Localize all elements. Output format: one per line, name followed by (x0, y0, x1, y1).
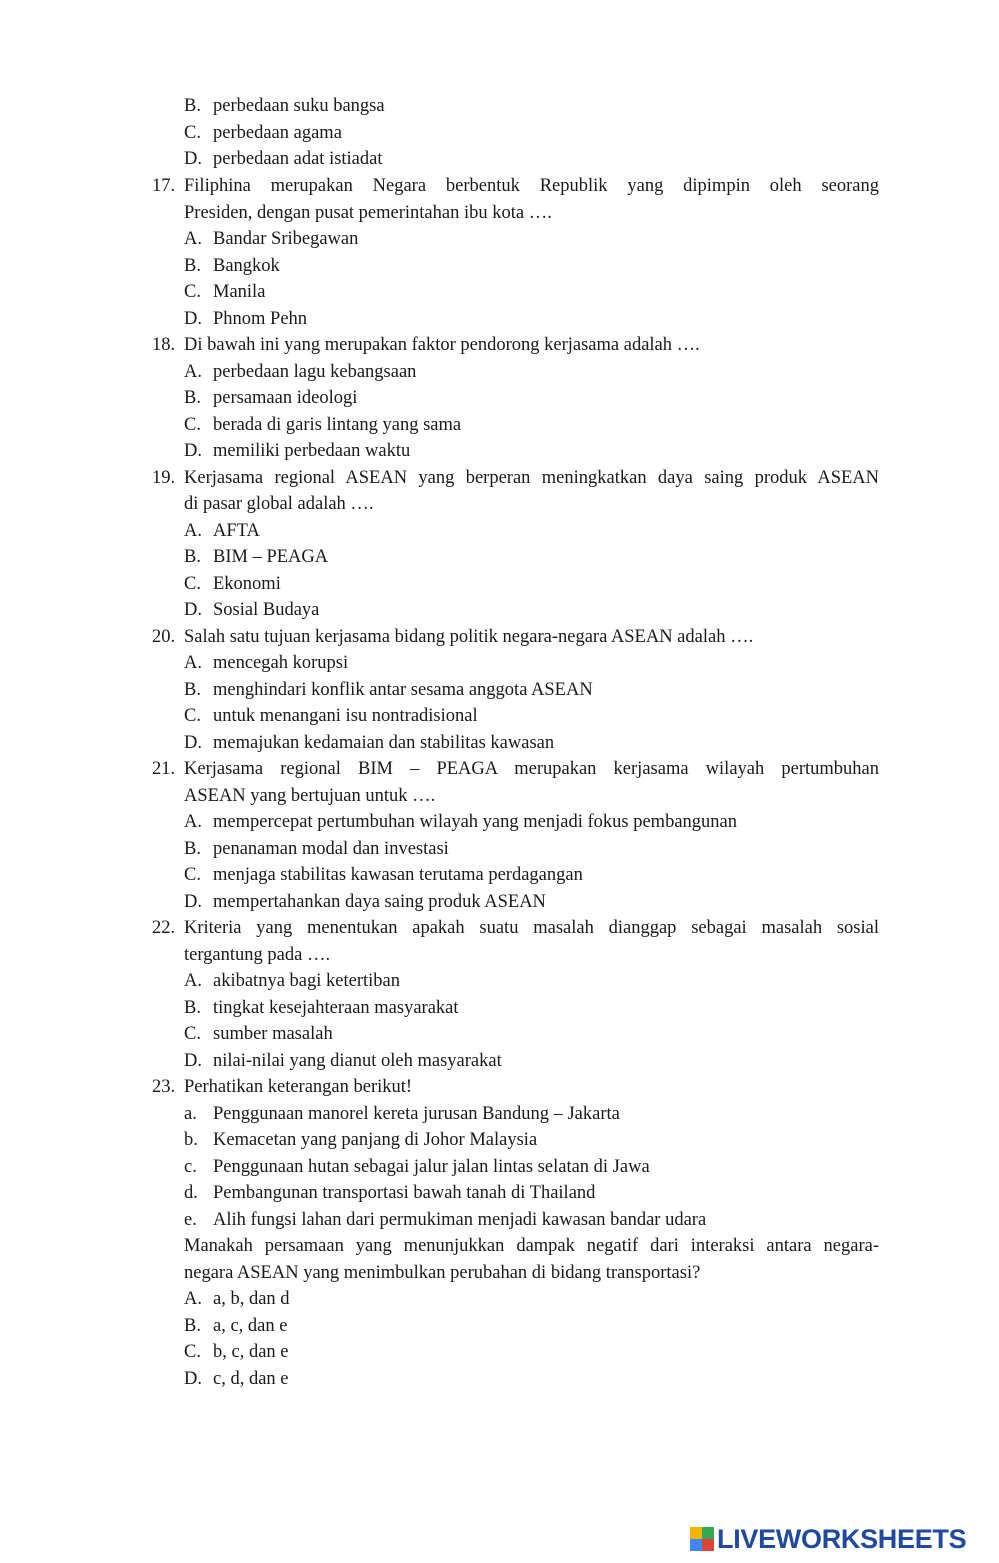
question-21-line-1 (0, 756, 999, 783)
option-label: A. (184, 520, 202, 541)
option-label: B. (184, 838, 201, 859)
option-text: b, c, dan e (213, 1342, 289, 1362)
question-text: ASEAN yang bertujuan untuk …. (184, 785, 436, 806)
option-label: C. (184, 122, 201, 143)
option-text: mempercepat pertumbuhan wilayah yang menjadi fokus pembangunan (213, 812, 737, 832)
statement-text: Kemacetan yang panjang di Johor Malaysia (213, 1130, 538, 1150)
option-text: memiliki perbedaan waktu (213, 441, 411, 461)
option-label: A. (184, 971, 202, 991)
option-label: B. (184, 679, 201, 700)
option-label: D. (184, 891, 202, 912)
statement-label: a. (184, 1103, 197, 1124)
statement-text: Alih fungsi lahan dari permukiman menjadi kawasan bandar udara (213, 1209, 707, 1230)
option-text: tingkat kesejahteraan masyarakat (213, 997, 459, 1018)
option-label: D. (184, 1368, 202, 1389)
option-text: a, b, dan d (213, 1289, 290, 1309)
option-text: persamaan ideologi (213, 388, 358, 408)
statement-label: d. (184, 1183, 198, 1203)
statement-text: Penggunaan hutan sebagai jalur jalan lintas selatan di Jawa (213, 1156, 650, 1177)
option-label: B. (184, 255, 201, 276)
option-text: perbedaan agama (213, 122, 342, 143)
logo-square-red (702, 1539, 714, 1551)
option-text: untuk menangani isu nontradisional (213, 706, 478, 726)
option-text: nilai-nilai yang dianut oleh masyarakat (213, 1050, 502, 1071)
option-label: B. (184, 388, 201, 408)
liveworksheets-watermark (690, 1522, 966, 1556)
option-text: Bangkok (213, 255, 280, 276)
question-number: 20. (152, 626, 176, 647)
option-text: perbedaan adat istiadat (213, 149, 383, 169)
statement-label: e. (184, 1209, 197, 1230)
statement-label: c. (184, 1156, 197, 1177)
question-17-line-1 (0, 173, 999, 200)
option-text: menghindari konflik antar sesama anggota ASEAN (213, 679, 593, 700)
option-text: mempertahankan daya saing produk ASEAN (213, 891, 546, 912)
option-text: akibatnya bagi ketertiban (213, 971, 400, 991)
option-label: A. (184, 812, 202, 832)
option-label: C. (184, 1342, 201, 1362)
option-label: D. (184, 732, 202, 753)
statement-label: b. (184, 1130, 198, 1150)
option-text: Phnom Pehn (213, 308, 308, 329)
question-text: Presiden, dengan pusat pemerintahan ibu kota …. (184, 202, 552, 223)
question-text: Perhatikan keterangan berikut! (184, 1077, 413, 1097)
question-number: 23. (152, 1077, 176, 1097)
question-text: Di bawah ini yang merupakan faktor pendorong kerjasama adalah …. (184, 335, 700, 355)
option-text: perbedaan suku bangsa (213, 96, 385, 116)
option-text: sumber masalah (213, 1024, 333, 1044)
option-text: Sosial Budaya (213, 600, 320, 620)
question-23-stem-line-1 (0, 1233, 999, 1260)
option-text: perbedaan lagu kebangsaan (213, 361, 417, 382)
option-label: A. (184, 1289, 202, 1309)
option-label: C. (184, 414, 201, 435)
question-text: di pasar global adalah …. (184, 494, 374, 514)
option-label: C. (184, 282, 201, 302)
option-text: BIM – PEAGA (213, 547, 329, 567)
option-label: D. (184, 149, 202, 169)
question-19-line-1 (0, 465, 999, 492)
option-label: D. (184, 600, 202, 620)
question-text: negara ASEAN yang menimbulkan perubahan di bidang transportasi? (184, 1262, 701, 1283)
option-text: c, d, dan e (213, 1368, 289, 1389)
question-number: 18. (152, 335, 176, 355)
liveworksheets-logo-icon (690, 1527, 714, 1551)
option-label: A. (184, 229, 202, 249)
option-text: a, c, dan e (213, 1315, 288, 1336)
question-number: 21. (152, 759, 176, 779)
option-text: Bandar Sribegawan (213, 229, 359, 249)
option-label: D. (184, 308, 202, 329)
question-22-line-1 (0, 915, 999, 942)
question-number: 22. (152, 918, 176, 938)
option-label: B. (184, 96, 201, 116)
option-label: B. (184, 547, 201, 567)
logo-square-yellow (690, 1527, 702, 1539)
logo-square-green (702, 1527, 714, 1539)
question-text: Kriteria yang menentukan apakah suatu masalah dianggap sebagai masalah sosial (184, 918, 879, 938)
option-label: B. (184, 997, 201, 1018)
option-label: B. (184, 1315, 201, 1336)
option-label: D. (184, 441, 202, 461)
option-text: memajukan kedamaian dan stabilitas kawasan (213, 732, 555, 753)
logo-square-blue (690, 1539, 702, 1551)
statement-text: Pembangunan transportasi bawah tanah di Thailand (213, 1183, 596, 1203)
question-text: tergantung pada …. (184, 944, 331, 965)
option-text: berada di garis lintang yang sama (213, 414, 462, 435)
option-text: AFTA (213, 520, 260, 541)
option-text: mencegah korupsi (213, 653, 349, 673)
question-text: Kerjasama regional ASEAN yang berperan meningkatkan daya saing produk ASEAN (184, 467, 879, 488)
question-text: Manakah persamaan yang menunjukkan dampak negatif dari interaksi antara negara- (184, 1236, 879, 1256)
option-label: C. (184, 865, 201, 885)
statement-text: Penggunaan manorel kereta jurusan Bandung – Jakarta (213, 1103, 620, 1124)
option-text: Manila (213, 282, 266, 302)
question-number: 17. (152, 176, 176, 196)
question-number: 19. (152, 467, 176, 488)
option-text: Ekonomi (213, 573, 281, 594)
question-text: Kerjasama regional BIM – PEAGA merupakan kerjasama wilayah pertumbuhan (184, 759, 879, 779)
option-text: penanaman modal dan investasi (213, 838, 449, 859)
option-label: C. (184, 706, 201, 726)
watermark-text: LIVEWORKSHEETS (717, 1523, 967, 1554)
option-label: C. (184, 1024, 201, 1044)
question-text: Filiphina merupakan Negara berbentuk Republik yang dipimpin oleh seorang (184, 176, 879, 196)
option-text: menjaga stabilitas kawasan terutama perdagangan (213, 865, 583, 885)
option-label: D. (184, 1050, 202, 1071)
option-label: A. (184, 653, 202, 673)
question-text: Salah satu tujuan kerjasama bidang politik negara-negara ASEAN adalah …. (184, 626, 754, 647)
option-label: C. (184, 573, 201, 594)
option-label: A. (184, 361, 202, 382)
